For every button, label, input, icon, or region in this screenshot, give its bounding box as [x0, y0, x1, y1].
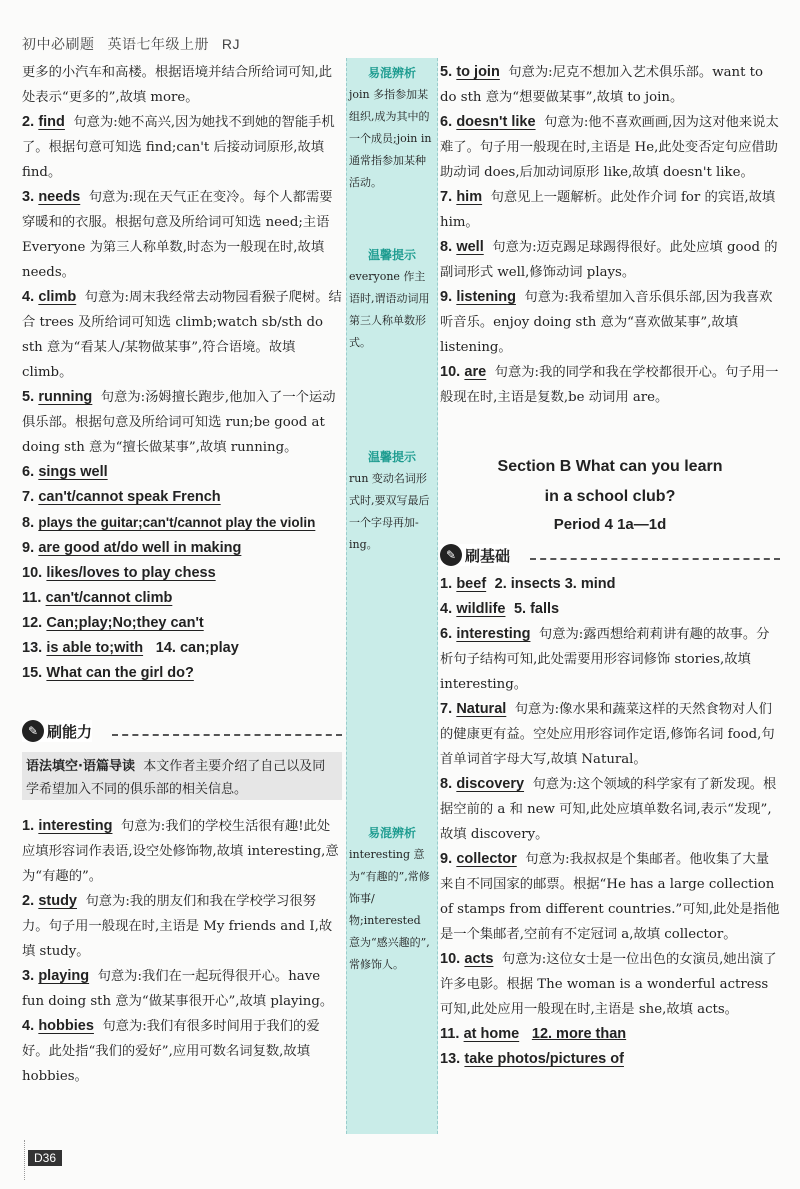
- answer-text: discovery: [456, 776, 525, 792]
- answer-text: collector: [456, 851, 517, 867]
- answer-item: [440, 110, 780, 185]
- note-3: [349, 446, 435, 556]
- answer-text: is able to;with: [46, 640, 144, 656]
- answer-item: [22, 561, 342, 586]
- answer-item: [22, 510, 342, 536]
- left-column-2: [22, 814, 342, 1089]
- item-number: 8.: [440, 239, 453, 255]
- item-number: 13.: [22, 640, 43, 656]
- answer-item: [22, 814, 342, 889]
- answer-text: needs: [38, 189, 81, 205]
- divider: [530, 558, 780, 560]
- left-column: [22, 60, 342, 686]
- item-number: 12.: [22, 615, 43, 631]
- note-text: interesting 意为“有趣的”,常修饰事/物;interested 意为“感兴趣的”,常修饰人。: [349, 848, 430, 971]
- badge-label: 刷基础: [465, 546, 511, 565]
- answer-item: [22, 460, 342, 485]
- answer-text: listening: [456, 289, 516, 305]
- answer-text: Natural: [456, 701, 507, 717]
- section-basic-header: [440, 544, 510, 566]
- item-number: 5.: [440, 64, 453, 80]
- section-badge: [22, 720, 92, 742]
- answer-explanation: 句意为:他不喜欢画画,因为这对他来说太难了。句子用一般现在时,主语是 He,此处变否定句应借助助动词 does,后加动词原形 like,故填 doesn't like。: [440, 115, 779, 180]
- answer-item: [440, 285, 780, 360]
- item-number: 4.: [440, 601, 453, 617]
- answer-text: are good at/do well in making: [38, 540, 242, 556]
- answer-text: acts: [464, 951, 494, 967]
- answer-text: What can the girl do?: [46, 665, 194, 681]
- item-number: 13.: [440, 1051, 461, 1067]
- answer-item: [440, 360, 780, 410]
- item-number: 3.: [22, 189, 35, 205]
- answer-item: [22, 385, 342, 460]
- answer-text: playing: [38, 968, 90, 984]
- answer-item: [440, 1047, 780, 1072]
- answer-explanation: 句意为:我们有很多时间用于我们的爱好。此处指“我们的爱好”,应用可数名词复数,故填 hobbies。: [22, 1019, 320, 1084]
- badge-label: 刷能力: [47, 722, 93, 741]
- book-subject: 英语七年级上册: [107, 37, 209, 53]
- answer-item: [440, 622, 780, 697]
- answer-text: beef: [456, 576, 487, 592]
- answer-item: [440, 697, 780, 772]
- item-number: 9.: [22, 540, 35, 556]
- note-2: [349, 244, 435, 354]
- answer-text: are: [464, 364, 487, 380]
- answer-item: [22, 536, 342, 561]
- item-number: 10.: [22, 565, 43, 581]
- answer-explanation: 更多的小汽车和高楼。根据语境并结合所给词可知,此处表示“更多的”,故填 more。: [22, 65, 333, 105]
- answer-item: [22, 285, 342, 385]
- answer-text: at home: [463, 1026, 520, 1042]
- answer-item: [440, 235, 780, 285]
- answer-item: [22, 1014, 342, 1089]
- answer-explanation: 句意为:这位女士是一位出色的女演员,她出演了许多电影。根据 The woman is a wonderful actress 可知,此处应用一般现在时,主语是 she,故填 acts。: [440, 952, 777, 1017]
- answer-item: [22, 586, 342, 611]
- answer-item: [440, 772, 780, 847]
- intro-text: 本文作者主要介绍了自己以及同学希望加入不同的俱乐部的相关信息。: [26, 759, 326, 797]
- item-number: 6.: [440, 114, 453, 130]
- answer-extra: 12. more than: [531, 1026, 627, 1042]
- answer-text: interesting: [456, 626, 531, 642]
- note-text: join 多指参加某组织,成为其中的一个成员;join in 通常指参加某种活动。: [349, 88, 432, 189]
- item-number: 9.: [440, 851, 453, 867]
- answer-item: [22, 611, 342, 636]
- answer-item: [22, 636, 342, 661]
- answer-explanation: 句意为:汤姆擅长跑步,他加入了一个运动俱乐部。根据句意及所给词可知选 run;be good at doing sth 意为“擅长做某事”,故填 running。: [22, 390, 336, 455]
- book-series: 初中必刷题: [22, 37, 95, 53]
- answer-extra: 5. falls: [513, 601, 560, 617]
- answer-explanation: 句意为:我的同学和我在学校都很开心。句子用一般现在时,主语是复数,be 动词用 are。: [440, 365, 779, 405]
- item-number: 6.: [22, 464, 35, 480]
- answer-item: [22, 185, 342, 285]
- answer-item: [440, 572, 780, 597]
- item-number: 4.: [22, 289, 35, 305]
- section-title: [440, 452, 780, 512]
- item-number: 5.: [22, 389, 35, 405]
- answer-item: [440, 947, 780, 1022]
- answer-item: [22, 110, 342, 185]
- right-column: [440, 60, 780, 410]
- item-number: 2.: [22, 893, 35, 909]
- answer-text: can't/cannot speak French: [38, 489, 221, 505]
- answer-text: to join: [456, 64, 500, 80]
- answer-text: sings well: [38, 464, 108, 480]
- item-number: 10.: [440, 364, 461, 380]
- answer-item: [22, 964, 342, 1014]
- answer-explanation: 句意为:尼克不想加入艺术俱乐部。want to do sth 意为“想要做某事”,故填 to join。: [440, 65, 764, 105]
- section-badge: [440, 544, 510, 566]
- item-number: 11.: [440, 1026, 460, 1042]
- book-icon: ✎: [22, 720, 44, 742]
- right-column-2: [440, 572, 780, 1072]
- item-number: 10.: [440, 951, 461, 967]
- section-ability-header: [22, 720, 92, 742]
- note-4: [349, 822, 435, 976]
- item-number: 7.: [440, 189, 453, 205]
- answer-text: well: [456, 239, 484, 255]
- answer-text: likes/loves to play chess: [46, 565, 216, 581]
- page-number: D36: [28, 1150, 62, 1166]
- answer-item: [440, 847, 780, 947]
- answer-item: [22, 485, 342, 510]
- answer-explanation: 句意为:迈克踢足球踢得很好。此处应填 good 的副词形式 well,修饰动词 plays。: [440, 240, 778, 280]
- note-text: everyone 作主语时,谓语动词用第三人称单数形式。: [349, 270, 430, 349]
- answer-explanation: 句意为:我叔叔是个集邮者。他收集了大量来自不同国家的邮票。根据“He has a large collection of stamps from different countries.”可知,此处是指他是一个集邮者,空前有不定冠词 a,故填 collector。: [440, 852, 780, 942]
- note-tag: 温馨提示: [367, 248, 416, 262]
- item-number: 8.: [22, 515, 35, 531]
- book-edition: RJ: [221, 36, 241, 52]
- page-header: [22, 34, 240, 54]
- answer-item: [440, 60, 780, 110]
- book-icon: ✎: [440, 544, 462, 566]
- answer-text: doesn't like: [456, 114, 536, 130]
- answer-explanation: 句意见上一题解析。此处作介词 for 的宾语,故填 him。: [440, 190, 776, 230]
- item-number: 2.: [22, 114, 35, 130]
- item-number: 1.: [22, 818, 35, 834]
- answer-text: can't/cannot climb: [45, 590, 173, 606]
- answer-explanation: 句意为:像水果和蔬菜这样的天然食物对人们的健康更有益。空处应用形容词作定语,修饰名词 food,句首单词首字母大写,故填 Natural。: [440, 702, 775, 767]
- answer-text: running: [38, 389, 93, 405]
- answer-text: interesting: [38, 818, 113, 834]
- answer-item: [440, 1022, 780, 1047]
- item-number: 8.: [440, 776, 453, 792]
- item-number: 1.: [440, 576, 453, 592]
- note-tag: 易混辨析: [367, 826, 416, 840]
- item-number: 7.: [440, 701, 453, 717]
- answer-item: [22, 889, 342, 964]
- answer-explanation: 句意为:我们的学校生活很有趣!此处应填形容词作表语,设空处修饰物,故填 interesting,意为“有趣的”。: [22, 819, 339, 884]
- answer-explanation: 句意为:这个领域的科学家有了新发现。根据空前的 a 和 new 可知,此处应填单数名词,表示“发现”,故填 discovery。: [440, 777, 777, 842]
- answer-extra: 14. can;play: [155, 640, 239, 656]
- section-title-line2: in a school club?: [544, 488, 676, 505]
- item-number: 6.: [440, 626, 453, 642]
- note-tag: 温馨提示: [367, 450, 416, 464]
- answer-item: [440, 597, 780, 622]
- answer-text: study: [38, 893, 77, 909]
- answer-extra: 2. insects 3. mind: [494, 576, 616, 592]
- answer-explanation: 句意为:我的朋友们和我在学校学习很努力。句子用一般现在时,主语是 My friends and I,故填 study。: [22, 894, 333, 959]
- page-corner-mark: [0, 1140, 25, 1180]
- note-1: [349, 62, 435, 194]
- note-text: run 变动名词形式时,要双写最后一个字母再加-ing。: [349, 472, 430, 551]
- answer-text: climb: [38, 289, 77, 305]
- answer-item: [440, 185, 780, 235]
- answer-explanation: 句意为:她不高兴,因为她找不到她的智能手机了。根据句意可知选 find;can't 后接动词原形,故填 find。: [22, 115, 335, 180]
- item-number: 7.: [22, 489, 35, 505]
- answer-explanation: 句意为:露西想给莉莉讲有趣的故事。分析句子结构可知,此处需要用形容词修饰 stories,故填 interesting。: [440, 627, 770, 692]
- answer-text: him: [456, 189, 483, 205]
- note-tag: 易混辨析: [367, 66, 416, 80]
- answer-item: [22, 661, 342, 686]
- section-title-line1: Section B What can you learn: [497, 458, 723, 475]
- answer-item: [22, 60, 342, 110]
- item-number: 3.: [22, 968, 35, 984]
- period-title: Period 4 1a—1d: [553, 516, 667, 533]
- answer-text: take photos/pictures of: [464, 1051, 624, 1067]
- answer-text: hobbies: [38, 1018, 94, 1034]
- item-number: 9.: [440, 289, 453, 305]
- intro-label: 语法填空·语篇导读: [26, 759, 135, 774]
- answer-explanation: 句意为:我们在一起玩得很开心。have fun doing sth 意为“做某事很开心”,故填 playing。: [22, 969, 334, 1009]
- answer-text: Can;play;No;they can't: [46, 615, 204, 631]
- answer-text: plays the guitar;can't/cannot play the violin: [38, 515, 316, 530]
- item-number: 11.: [22, 590, 42, 606]
- answer-text: wildlife: [456, 601, 506, 617]
- divider: [112, 734, 342, 736]
- answer-explanation: 句意为:周末我经常去动物园看猴子爬树。结合 trees 及所给词可知选 climb;watch sb/sth do sth 意为“看某人/某物做某事”,符合语境。故填 climb。: [22, 290, 342, 380]
- passage-intro: [22, 752, 342, 800]
- item-number: 4.: [22, 1018, 35, 1034]
- item-number: 15.: [22, 665, 43, 681]
- answer-explanation: 句意为:现在天气正在变冷。每个人都需要穿暖和的衣服。根据句意及所给词可知选 need;主语 Everyone 为第三人称单数,时态为一般现在时,故填 needs。: [22, 190, 333, 280]
- answer-text: find: [38, 114, 65, 130]
- answer-explanation: 句意为:我希望加入音乐俱乐部,因为我喜欢听音乐。enjoy doing sth 意为“喜欢做某事”,故填 listening。: [440, 290, 773, 355]
